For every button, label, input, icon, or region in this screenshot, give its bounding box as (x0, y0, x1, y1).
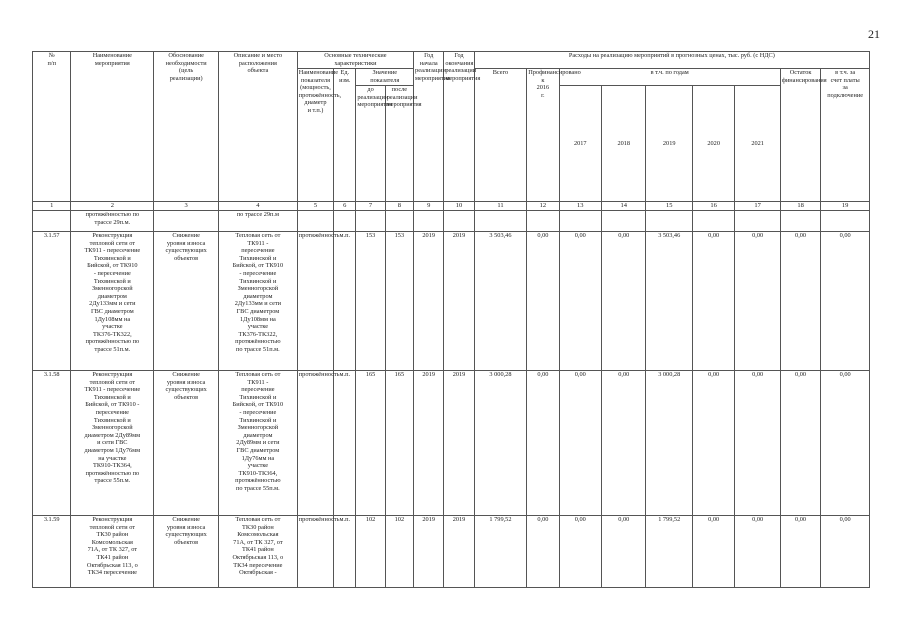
header-values: Значение показателя (356, 69, 414, 86)
row-before: 165 (356, 371, 385, 516)
row-name: Реконструкция тепловой сети от ТК30 район Комсомольская 71А, от ТК 327, от ТК41 район Октябрьская 113, о ТК34 пересечение (71, 516, 154, 588)
continuation-row (33, 211, 870, 232)
row-remaining: 0,00 (780, 232, 820, 371)
header-year-2020: 2020 (692, 86, 734, 202)
row-year-start: 2019 (414, 371, 444, 516)
row-justification: Снижение уровня износа существующих объектов (154, 516, 219, 588)
column-number: 13 (559, 202, 601, 211)
row-2021: 0,00 (735, 232, 780, 371)
row-2017: 0,00 (559, 371, 601, 516)
row-unit: м.п. (334, 516, 356, 588)
row-year-end: 2019 (444, 371, 474, 516)
row-2019: 3 503,46 (646, 232, 692, 371)
row-year-start: 2019 (414, 232, 444, 371)
header-num: № п/п (33, 52, 71, 202)
header-before: до реализации мероприятия (356, 86, 385, 202)
row-year-end: 2019 (444, 232, 474, 371)
column-number: 3 (154, 202, 219, 211)
row-total: 1 799,52 (474, 516, 527, 588)
row-param: протяжённость (297, 371, 333, 516)
row-unit: м.п. (334, 371, 356, 516)
column-number: 11 (474, 202, 527, 211)
row-description: Тепловая сеть от ТК911 - пересечение Тихвинской и Бийской, от ТК910 - пересечение Тихвинской и Зменногорской диаметром 2Ду133мм и сети ГВС диаметром 1Ду108мм на участке ТК376-ТК322, протяжённостью по трассе 51п.м. (218, 232, 297, 371)
column-number: 18 (780, 202, 820, 211)
row-fee: 0,00 (821, 371, 870, 516)
row-before: 102 (356, 516, 385, 588)
row-2020: 0,00 (692, 371, 734, 516)
header-year-2021: 2021 (735, 86, 780, 202)
row-financed: 0,00 (527, 371, 559, 516)
row-after: 165 (385, 371, 413, 516)
header-param-name: Наименование показателя (мощность, протяжённость, диаметр и т.п.) (297, 69, 333, 202)
row-financed: 0,00 (527, 232, 559, 371)
page-number: 21 (868, 27, 880, 41)
row-name: Реконструкция тепловой сети от ТК911 - пересечение Тихвинской и Бийской, от ТК910 - пересечение Тихвинской и Зменногорской диаметром 2Ду133мм и сети ГВС диаметром 1Ду108мм на участке ТК376-ТК322, протяжённостью по трассе 51п.м. (71, 232, 154, 371)
header-year-2018: 2018 (602, 86, 646, 202)
column-number: 19 (821, 202, 870, 211)
row-2021: 0,00 (735, 371, 780, 516)
row-description: Тепловая сеть от ТК30 район Комсомольская 71А, от ТК 327, от ТК41 район Октябрьская 113, о ТК34 пересечение Октябрьская - (218, 516, 297, 588)
row-param: протяжённость (297, 232, 333, 371)
column-number: 7 (356, 202, 385, 211)
column-number: 9 (414, 202, 444, 211)
column-number: 12 (527, 202, 559, 211)
row-2017: 0,00 (559, 516, 601, 588)
table-row (33, 232, 870, 371)
header-financed: Профинансировано к 2016 г. (527, 69, 559, 202)
header-year-2017: 2017 (559, 86, 601, 202)
row-description: Тепловая сеть от ТК911 - пересечение Тихвинской и Бийской, от ТК910 - пересечение Тихвинской и Зменногорской диаметром 2Ду89мм и сети ГВС диаметром 1Ду76мм на участке ТК910-ТК364, протяжённостью по трассе 55п.м. (218, 371, 297, 516)
continuation-name: протяжённостью по трассе 29п.м. (71, 211, 154, 232)
row-2020: 0,00 (692, 516, 734, 588)
row-unit: м.п. (334, 232, 356, 371)
row-2018: 0,00 (602, 232, 646, 371)
row-year-start: 2019 (414, 516, 444, 588)
row-after: 102 (385, 516, 413, 588)
row-2021: 0,00 (735, 516, 780, 588)
row-before: 153 (356, 232, 385, 371)
header-total: Всего (474, 69, 527, 202)
investment-program-table (32, 51, 870, 588)
row-num: 3.1.58 (33, 371, 71, 516)
column-number: 10 (444, 202, 474, 211)
row-financed: 0,00 (527, 516, 559, 588)
continuation-description: по трассе 29п.м (218, 211, 297, 232)
row-2019: 1 799,52 (646, 516, 692, 588)
column-number: 5 (297, 202, 333, 211)
row-justification: Снижение уровня износа существующих объектов (154, 232, 219, 371)
header-unit: Ед. изм. (334, 69, 356, 202)
header-year-start: Год начала реализации мероприятия (414, 52, 444, 202)
column-number: 15 (646, 202, 692, 211)
header-justification: Обоснование необходимости (цель реализации) (154, 52, 219, 202)
header-by-years: в т.ч. по годам (559, 69, 780, 86)
row-total: 3 503,46 (474, 232, 527, 371)
column-number: 4 (218, 202, 297, 211)
column-number: 14 (602, 202, 646, 211)
header-year-end: Год окончания реализации мероприятия (444, 52, 474, 202)
table-row (33, 371, 870, 516)
row-fee: 0,00 (821, 516, 870, 588)
row-num: 3.1.59 (33, 516, 71, 588)
row-total: 3 000,28 (474, 371, 527, 516)
header-tech-params: Основные технические характеристики (297, 52, 413, 69)
row-2018: 0,00 (602, 516, 646, 588)
row-after: 153 (385, 232, 413, 371)
header-from-fee: в т.ч. за счет платы за подключение (821, 69, 870, 202)
header-after: после реализации мероприятия (385, 86, 413, 202)
column-number: 6 (334, 202, 356, 211)
column-number: 8 (385, 202, 413, 211)
header-year-2019: 2019 (646, 86, 692, 202)
row-num: 3.1.57 (33, 232, 71, 371)
row-2018: 0,00 (602, 371, 646, 516)
row-remaining: 0,00 (780, 516, 820, 588)
row-remaining: 0,00 (780, 371, 820, 516)
row-year-end: 2019 (444, 516, 474, 588)
table-header (33, 52, 870, 202)
column-number: 16 (692, 202, 734, 211)
header-name: Наименование мероприятия (71, 52, 154, 202)
header-expenses: Расходы на реализацию мероприятий в прогнозных ценах, тыс. руб. (с НДС) (474, 52, 869, 69)
column-number: 2 (71, 202, 154, 211)
column-number: 1 (33, 202, 71, 211)
row-justification: Снижение уровня износа существующих объектов (154, 371, 219, 516)
column-numbers-row (33, 202, 870, 211)
row-2017: 0,00 (559, 232, 601, 371)
row-name: Реконструкция тепловой сети от ТК911 - пересечение Тихвинской и Бийской, от ТК910 - пересечение Тихвинской и Зменногорской диаметром 2Ду89мм и сети ГВС диаметром 1Ду76мм на участке ТК910-ТК364, протяжённостью по трассе 55п.м. (71, 371, 154, 516)
row-param: протяжённость (297, 516, 333, 588)
row-fee: 0,00 (821, 232, 870, 371)
header-remaining: Остаток финансирования (780, 69, 820, 202)
table-row (33, 516, 870, 588)
column-number: 17 (735, 202, 780, 211)
header-description: Описание и место расположения объекта (218, 52, 297, 202)
row-2020: 0,00 (692, 232, 734, 371)
row-2019: 3 000,28 (646, 371, 692, 516)
